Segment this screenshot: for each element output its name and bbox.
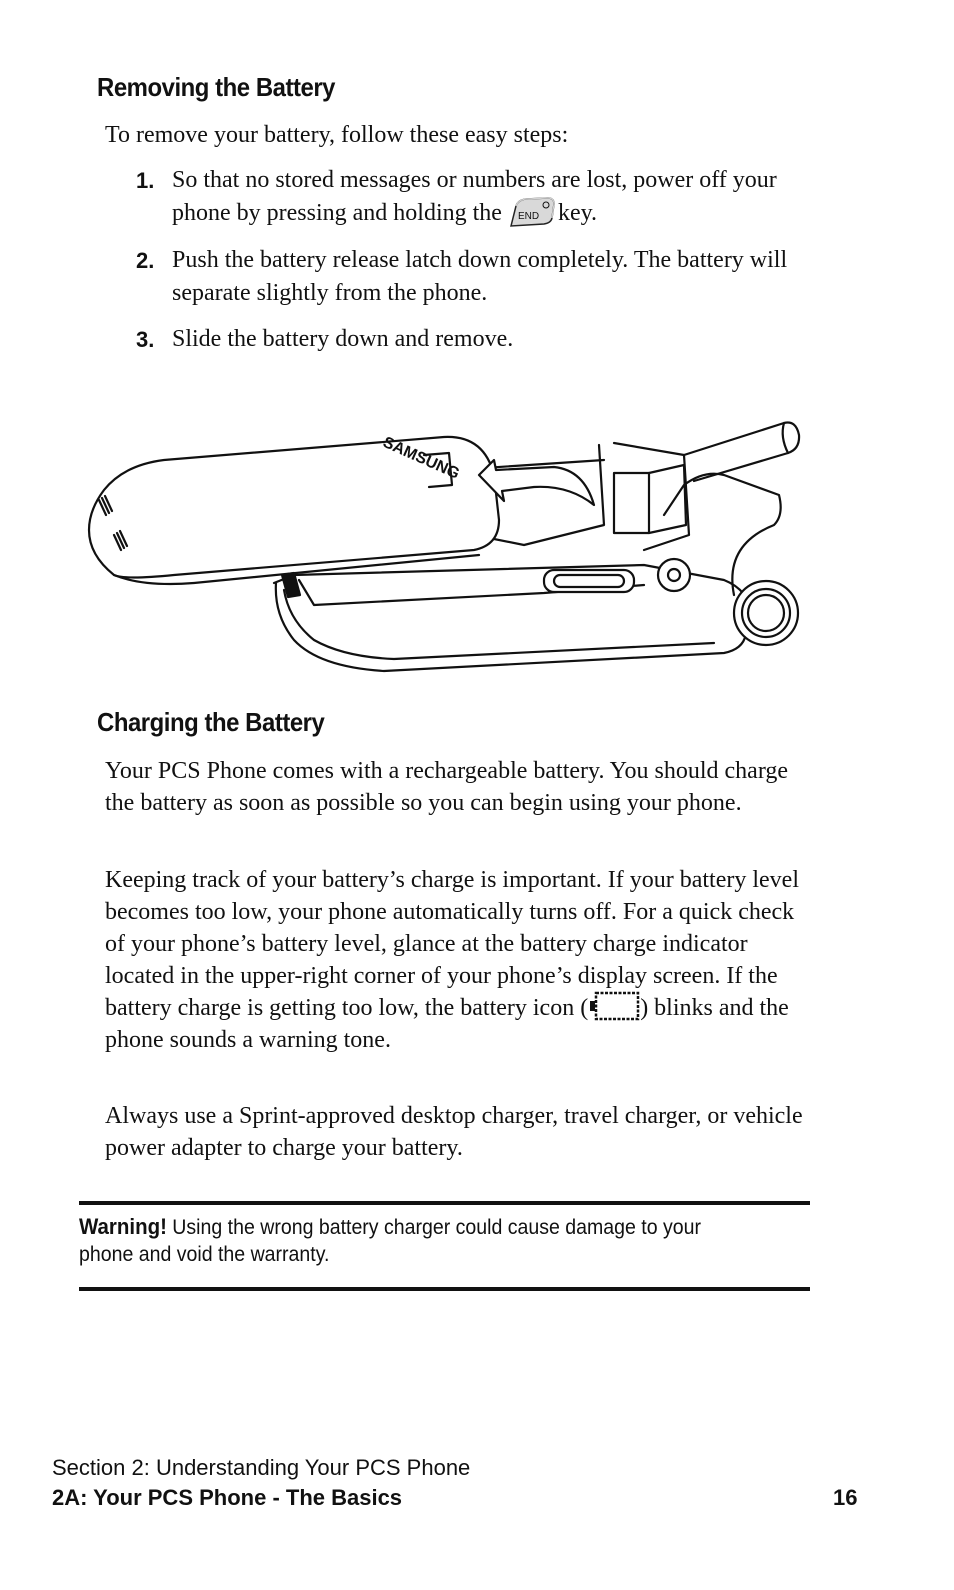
charging-para-1: Your PCS Phone comes with a rechargeable battery. You should charge the battery as soon as possible so you can begin using your phone. [105,758,789,816]
step-number: 2. [136,248,155,273]
step-number: 1. [136,168,155,193]
warning-text [79,1213,759,1268]
para2-text-after: ) blinks and the phone sounds a warning tone. [105,995,789,1053]
step-text: Push the battery release latch down completely. The battery will separate slightly from the phone. [172,247,788,306]
para2-text-before: Keeping track of your battery’s charge is important. If your battery level becomes too low, your phone automatically turns off. For a quick check of your phone’s battery level, glance at the battery charge indicator located in the upper-right corner of your phone’s display screen. If the battery charge is getting too low, the battery icon ( [105,867,799,1021]
brand-logo-text: SAMSUNG [380,434,462,483]
step-text: Slide the battery down and remove. [172,326,514,352]
step-number: 3. [136,327,155,352]
section-heading-removing-battery: Removing the Battery [97,72,336,102]
page-number: 16 [833,1485,858,1510]
end-key-icon [508,196,556,226]
step-text-after: key. [557,200,598,226]
step-2 [136,244,816,310]
charging-para-2 [105,864,820,1056]
step-text-before: So that no stored messages or numbers are lost, power off your phone by pressing and holding the [172,167,777,226]
section-heading-charging-battery: Charging the Battery [97,707,325,737]
battery-removal-illustration [84,415,804,675]
footer-section: Section 2: Understanding Your PCS Phone [52,1455,471,1480]
warning-label: Warning! [79,1214,167,1239]
step-text [172,164,816,230]
removing-intro: To remove your battery, follow these easy steps: [105,122,569,148]
step-1 [136,164,816,230]
footer-chapter: 2A: Your PCS Phone - The Basics [52,1485,403,1510]
warning-body: Using the wrong battery charger could cause damage to your phone and void the warranty. [79,1216,702,1266]
warning-box [79,1201,810,1291]
step-3 [136,323,816,356]
svg-text:END: END [517,211,540,223]
charging-para-3: Always use a Sprint-approved desktop charger, travel charger, or vehicle power adapter to charge your battery. [105,1103,803,1161]
battery-icon [588,991,640,1021]
